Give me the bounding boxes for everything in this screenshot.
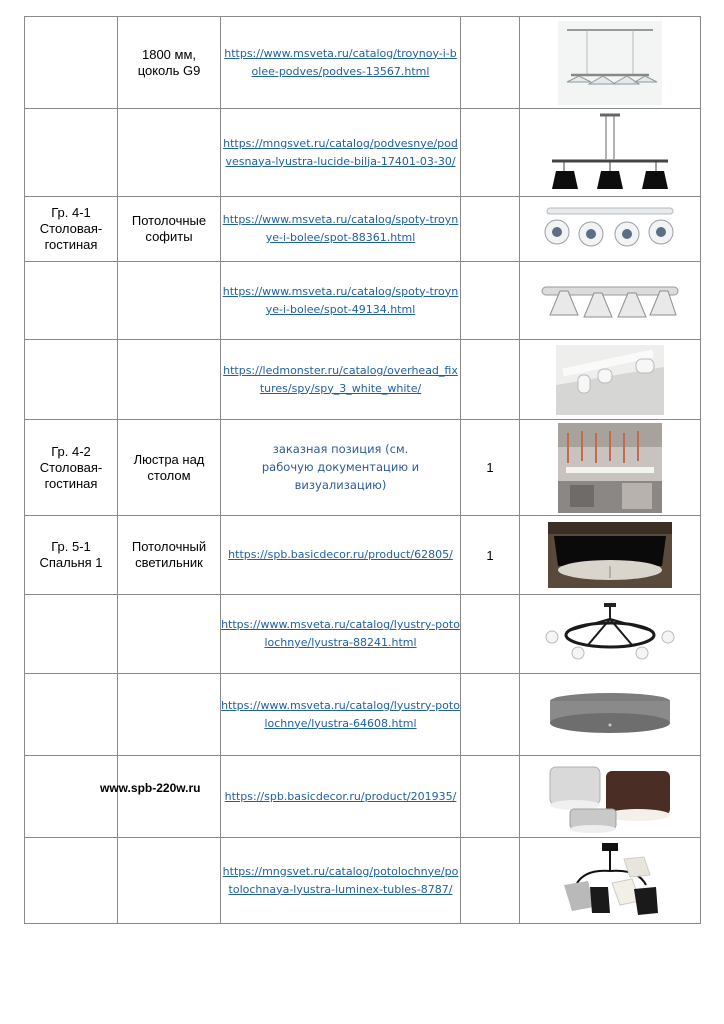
image-cell	[520, 109, 701, 197]
type-text: Потолочный светильник	[131, 539, 207, 570]
qty-cell: 1	[461, 516, 520, 595]
group-cell	[25, 17, 118, 109]
product-link[interactable]: https://www.msveta.ru/catalog/spoty-troynye-i-bolee/spot-88361.html	[222, 213, 459, 244]
image-cell	[520, 595, 701, 674]
product-link[interactable]: https://www.msveta.ru/catalog/lyustry-potolochnye/lyustra-88241.html	[221, 618, 460, 649]
group-cell	[25, 109, 118, 197]
product-link[interactable]: https://spb.basicdecor.ru/product/201935/	[224, 789, 457, 803]
qty-cell	[461, 756, 520, 838]
table-row	[25, 197, 701, 262]
image-cell	[520, 340, 701, 420]
qty-cell	[461, 197, 520, 262]
table-row	[25, 420, 701, 516]
type-cell	[118, 420, 221, 516]
qty-cell	[461, 109, 520, 197]
group-cell	[25, 595, 118, 674]
type-cell	[118, 674, 221, 756]
link-cell	[221, 595, 461, 674]
spot-bar-cones-image	[540, 277, 680, 325]
link-cell	[221, 516, 461, 595]
image-cell	[520, 674, 701, 756]
group-text: Гр. 5-1 Спальня 1	[39, 539, 103, 570]
type-text: Потолочные софиты	[131, 213, 207, 244]
image-cell	[520, 838, 701, 924]
pendant-three-shades-image	[557, 20, 663, 106]
group-cell	[25, 197, 118, 262]
type-cell	[118, 340, 221, 420]
tube-chandelier-image	[554, 841, 666, 921]
product-link[interactable]: https://www.msveta.ru/catalog/spoty-troynye-i-bolee/spot-49134.html	[222, 284, 459, 316]
image-cell	[520, 420, 701, 516]
image-cell	[520, 516, 701, 595]
link-cell	[221, 262, 461, 340]
product-link[interactable]: https://www.msveta.ru/catalog/troynoy-i-bolee-podves/podves-13567.html	[224, 46, 457, 78]
link-cell	[221, 674, 461, 756]
type-cell	[118, 516, 221, 595]
table-row	[25, 674, 701, 756]
type-cell	[118, 262, 221, 340]
type-text: 1800 мм, цоколь G9	[137, 46, 201, 78]
product-link[interactable]: https://mngsvet.ru/catalog/podvesnye/podvesnaya-lyustra-lucide-bilja-17401-03-30/	[223, 136, 458, 168]
table-row	[25, 756, 701, 838]
qty-cell	[461, 595, 520, 674]
table-row	[25, 340, 701, 420]
table-row	[25, 262, 701, 340]
qty-cell	[461, 17, 520, 109]
table-row	[25, 17, 701, 109]
type-text: Люстра над столом	[133, 451, 205, 483]
group-cell	[25, 756, 118, 838]
type-cell	[118, 756, 221, 838]
note-cell	[221, 420, 461, 516]
custom-order-note: заказная позиция (см. рабочую документацию и визуализацию)	[261, 442, 420, 492]
type-cell	[118, 838, 221, 924]
kitchen-photo-image	[558, 423, 662, 513]
link-cell	[221, 838, 461, 924]
link-cell	[221, 197, 461, 262]
type-cell	[118, 595, 221, 674]
table-row	[25, 516, 701, 595]
group-cell	[25, 340, 118, 420]
group-cell	[25, 262, 118, 340]
product-link[interactable]: https://spb.basicdecor.ru/product/62805/	[228, 548, 453, 561]
image-cell	[520, 262, 701, 340]
drum-black-image	[548, 522, 672, 588]
type-cell	[118, 109, 221, 197]
group-cell	[25, 674, 118, 756]
drum-grey-image	[546, 687, 674, 743]
image-cell	[520, 756, 701, 838]
spot-bar-white-image	[541, 202, 679, 256]
chandelier-black-arms-image	[538, 601, 682, 667]
qty-cell	[461, 262, 520, 340]
link-cell	[221, 109, 461, 197]
link-cell	[221, 17, 461, 109]
group-cell	[25, 420, 118, 516]
product-link[interactable]: https://www.msveta.ru/catalog/lyustry-potolochnye/lyustra-64608.html	[221, 698, 460, 730]
group-text: Гр. 4-2 Столовая-гостиная	[39, 443, 103, 491]
three-drums-image	[548, 759, 672, 835]
link-cell	[221, 340, 461, 420]
link-cell	[221, 756, 461, 838]
group-cell	[25, 516, 118, 595]
track-spots-room-image	[556, 345, 664, 415]
type-cell	[118, 17, 221, 109]
table-row	[25, 838, 701, 924]
qty-cell	[461, 674, 520, 756]
product-link[interactable]: https://mngsvet.ru/catalog/potolochnye/potolochnaya-lyustra-luminex-tubles-8787/	[222, 864, 459, 896]
qty-cell	[461, 838, 520, 924]
table-row	[25, 109, 701, 197]
pendant-black-shades-image	[544, 113, 676, 193]
table-row	[25, 595, 701, 674]
image-cell	[520, 17, 701, 109]
type-cell	[118, 197, 221, 262]
group-cell	[25, 838, 118, 924]
qty-cell: 1	[461, 420, 520, 516]
image-cell	[520, 197, 701, 262]
watermark: www.spb-220w.ru	[100, 781, 201, 795]
product-link[interactable]: https://ledmonster.ru/catalog/overhead_fixtures/spy/spy_3_white_white/	[223, 363, 458, 395]
group-text: Гр. 4-1 Столовая-гостиная	[39, 205, 103, 252]
qty-cell	[461, 340, 520, 420]
